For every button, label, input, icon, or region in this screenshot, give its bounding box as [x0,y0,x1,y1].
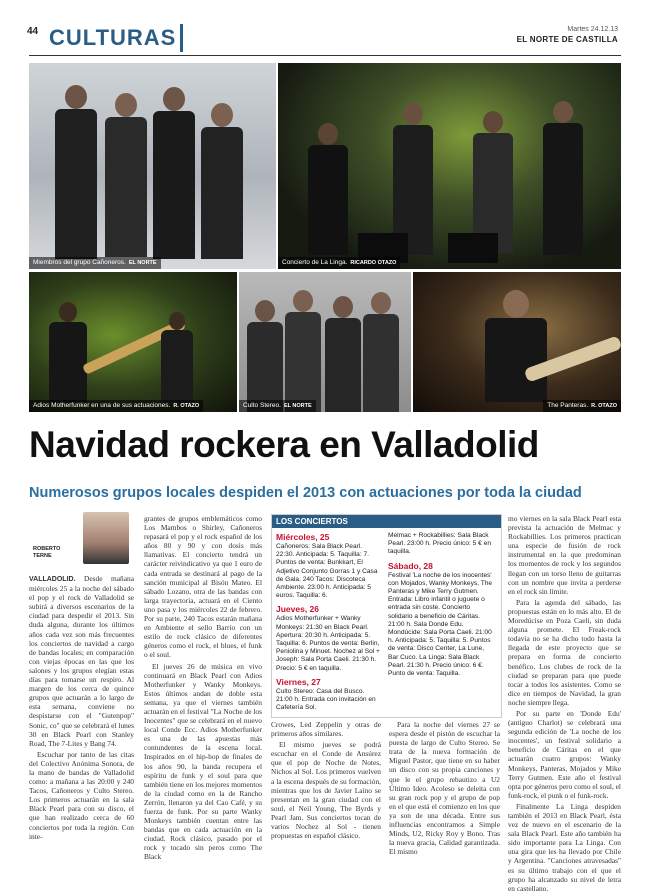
article-text: Por su parte en 'Donde Edu' (antiguo Charlot) se celebrará una segunda edición de 'La noche de los inocentes', un festival solidario a beneficio de Cáritas en el que actuarán cuatro grupos: Wanky Monkeys, Panteras, Mojados y Mike Terry Gutmen. Este año el festival opta por géneros pero como el soul, el funk-rock, el punk o el funk-rock. [508,708,621,800]
headline: Navidad rockera en Valladolid [29,424,539,465]
day-heading: Jueves, 26 [276,604,320,615]
band-figures [51,85,251,265]
photo-la-linga [278,63,621,269]
article-column-2 [144,514,262,862]
box-column-2 [388,532,496,714]
article-column-5 [508,514,621,893]
article-text: mo viernes en la sala Black Pearl esta prevista la actuación de Melmac y Rockabillies. Los primeros practican una especie de fusión de rock instrumental en la que predominan los momentos de rock y los segundos llegan con un torso lleno de guitarras con un nombre que invita a perderse en el rock sin límite. [508,514,621,596]
article-text: Crowes, Led Zeppelin y otras de primeros años similares. [271,720,381,739]
author-block [29,512,134,570]
article-column-1 [29,574,134,842]
photo-caption: Miembros del grupo Cañoneros. EL NORTE [29,257,161,269]
article-text: Finalmente La Linga despiden también el 2013 en Black Pearl, ésta vez de nuevo en el escenario de la sala Black Pearl. Este año también ha sido importante para La Linga. Con una gira que les ha llevado por Chile y Argentina. "Canciones atravesadas" es su último trabajo con el que el grupo ha alcanzado su nivel de letra en castellano. [508,801,621,893]
article-text: El mismo jueves se podrá escuchar en el Conde de Ansúrez que el pop de Noche de Notes, Nichos al Sol. Los primeros vuelven a la escena después de su formación, mientras que los de Javier Laíno se presentan en la gran ciudad con el soul, el Neil Young, The Byrds y Pearl Jam. Sus conciertos tocan de varios Nochez al Sol - tienen propuestas en español clásico. [271,740,381,841]
day-listing: Melmac + Rockabillies: Sala Black Pearl. 23:00 h. Precio único: 5 € en taquilla. [388,532,492,556]
photo-culto-stereo [239,272,411,412]
day-heading: Sábado, 28 [388,560,433,571]
day-heading: Viernes, 27 [276,676,321,687]
author-photo [83,512,129,564]
issue-date: Martes 24.12.13 [567,26,618,33]
article-column-3 [271,720,381,844]
day-listing: Festival 'La noche de los inocentes' con Mojados, Wanky Monkeys, The Panteras y Mike Terry Gutmen. Entrada: Libro infantil o juguete o entrada sin coste. Concierto solidario a beneficio de Cáritas. 21:00 h. Sala Donde Edu. Mondúcide: Sala Porta Caeli. 21:00 h. Anticipada: 5. Taquilla: 5. Puntos de venta: Disco Center, La Lune, Bar Cuco. La Linga: Sala Black Pearl. 21:30 h. Precio único: 6 €. Punto de venta: Taquilla. [388,571,493,678]
photo-adios-motherfunker [29,272,237,412]
article-text: Para la noche del viernes 27 se espera desde el pistón de escuchar la puesta de largo de Culto Stereo. Se trata de la nueva formación de Miguel Pastor, que tiene en su haber un disco con su propia canciones y que le el grupo rebautizo a U2 Último Ideo. Acoleso se deleita con su gran rock pop y el grupo de pop en el que está el comienzo en los que ya son de una década. Entre sus influencias encontramos a Simple Minds, U2, Ricky Roy y Bono. Tras la nueva gracia, Calidad garantizada. El mismo [389,720,500,857]
band-figures [433,282,613,402]
photo-caption: Concierto de La Linga. RICARDO OTAZO [278,257,400,269]
author-name: ROBERTO TERNE [33,546,61,559]
article-text: Escuchar por tanto de las citas del Colectivo Anónima Sonora, de la mano de bandas de Valladolid como: a mañana a las 20:00 y 240 Tacos, Cañoneros y Culto Stereo. Los primeros actuarán en la sala Black Pearl para con su disco, el que han realizado cerca de 60 conciertos por toda la región. Con inte- [29,749,134,841]
section-title: CULTURAS [49,24,183,52]
box-column-1 [276,532,382,714]
article-text: El jueves 26 de música en vivo continuará en Black Pearl con Adios Motherfunker y Wanky Monkeys. Estos últimos andan de doble esta semana, ya que el viernes también actuarán en el festival "La Noche de los Inocentes" que se celebrará en el nuevo local Conde Ecc. Adios Motherfunker es una de las apuestas más contundentes de la escena local. Inspirados en el hip-hop de finales de los años 90, la banda recupera el espíritu de funk y el soul para que también tiene en los mejores momentos de la ciudad como en la de Rancho Zerrón, llenaron ya del Cao Café, y su fuerza de funk. Por su parte Wanky Monkeys también cuentan entre las bandas que en cada actuación en la ciudad. Rock clásico, pasado por el rock y tocado sin peros como The Black [144,661,262,862]
photo-caption: Adios Motherfunker en una de sus actuaciones. R. OTAZO [29,400,203,412]
article-column-4 [389,720,500,857]
day-listing: Culto Stereo: Casa del Busco. 21:00 h. Entrada con invitación en Cafetería Sol. [276,687,376,712]
newspaper-name: EL NORTE DE CASTILLA [516,35,618,44]
band-figures [245,280,405,410]
concert-listing-box [271,514,502,718]
photo-canoneros [29,63,276,269]
subheadline: Numerosos grupos locales despiden el 2013 con actuaciones por toda la ciudad [29,485,582,501]
day-listing: Cañoneros: Sala Black Pearl. 22:30. Anticipada: 5. Taquilla: 7. Puntos de venta: Bunkkart, El Adjetivo Conjunto Gorras 1 y Casa de Gala. 240 Tacos: Discoteca Ambiente. 23:00 h. Anticipada: 5 euros. Taquilla: 6. [276,543,378,600]
band-figures [39,282,229,402]
box-title: LOS CONCIERTOS [272,515,501,528]
dateline: VALLADOLID. [29,576,76,583]
article-text: Desde mañana miércoles 25 a la noche del sábado el pop y el rock de Valladolid se subirá a diversos escenarios de la ciudad para despedir el 2013. Sin duda alguna, durante los últimos años cada vez son más frecuentes los conciertos de navidad a cargo de bandas locales; en comparación con viejas épocas en las que los salones y los grupos elegían estas días para tomarse un respiro. Al margen de los cerca de quince grupos que actuarán a lo largo de esta semana, conviene no despistarse con el "Gutenpop" Sonic, co" que se celebrará el lunes 30 en Black Pearl con Stanley Road, The 7-Lites y Bang 74. [29,574,134,748]
page-number: 44 [27,26,39,37]
photo-caption: Culto Stereo. EL NORTE [239,400,316,412]
photo-caption: The Panteras. R. OTAZO [543,400,621,412]
day-listing: Adios Motherfunker + Wanky Monkeys: 21:30 en Black Pearl. Apertura: 20:30 h. Anticipada: 5. Taquilla: 6. Puntos de venta: Berlin, Peniolina y Minuet. Nochez al Sol + Joseph: Sala Porta Caeli. 21:30 h. Precio: 5 € en taquilla. [276,615,380,672]
day-heading: Miércoles, 25 [276,532,330,542]
article-text: grantes de grupos emblemáticos como Los Mambos o Shirley, Cañoneros repasará el pop y el rock español de los años 80 y 90 y con dosis más llamativas. El concierto tendrá un carácter reivindicativo ya que 1 euro de cada entrada se destinará al pago de la sanción municipal al Bisón Mateo. El sábado Lozano, otra de las bandas con larga trayectoria, actuará en el Ciento uno pasa y los miércoles 22 de febrero. Por su parte, 240 Tacos estarán mañana en Ambiente el sello Barrio con un estilo de rock clásico de diferentes géneros como el rock, el blues, el funk o el soul. [144,514,262,660]
photo-the-panteras [413,272,621,412]
article-text: Para la agenda del sábado, las propuestas están en lo más alto. El de Moredúcise en Poza Caeli, sin duda alguna promete. El Freak-rock todavía no se ha dicho todo hasta la llegada de este proyecto que se prepara en forma de concierto benéfico. Los clubes de rock de la ciudad se preparan para que puede tocar a todos los asistentes. Como se dice en tiempos de Navidad, la gran noche siempre llega. [508,597,621,707]
band-figures [298,83,608,263]
header-rule [29,55,621,56]
